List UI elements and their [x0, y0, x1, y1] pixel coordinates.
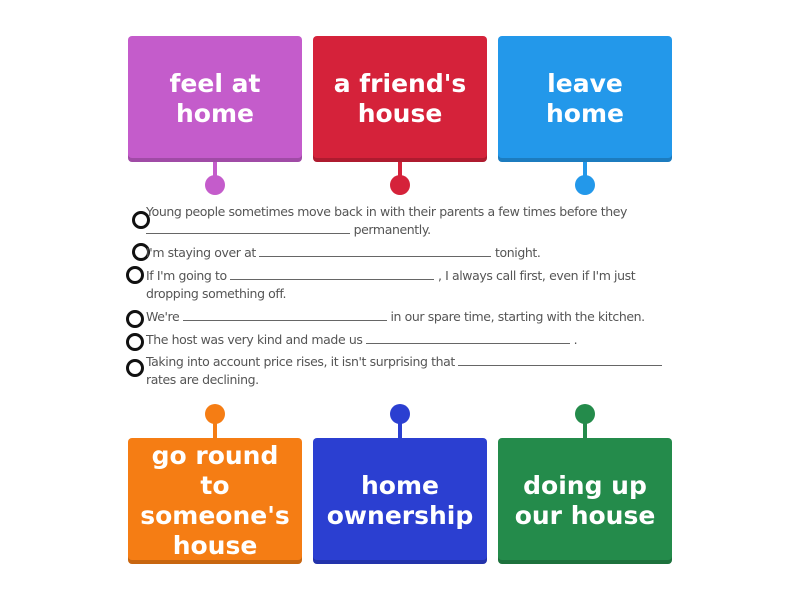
- connector-stem: [583, 422, 587, 438]
- card-label: a friend's house: [333, 69, 467, 128]
- card-label: go round to someone's house: [140, 441, 290, 560]
- card-label: home ownership: [326, 471, 474, 530]
- answer-blank[interactable]: [146, 223, 350, 234]
- connector-dot[interactable]: [205, 404, 225, 424]
- sentence-ring[interactable]: [126, 266, 144, 284]
- sentence-ring[interactable]: [126, 333, 144, 351]
- answer-blank[interactable]: [458, 355, 662, 366]
- sentence-6-line2: rates are declining.: [146, 372, 259, 387]
- sentence-1: Young people sometimes move back in with their parents a few times before they: [146, 204, 628, 219]
- answer-blank[interactable]: [183, 310, 387, 321]
- connector-dot[interactable]: [575, 404, 595, 424]
- card-label: leave home: [546, 69, 624, 128]
- connector-dot[interactable]: [390, 404, 410, 424]
- card-home-ownership[interactable]: [313, 438, 487, 564]
- connector-dot[interactable]: [390, 175, 410, 195]
- card-doing-up[interactable]: [498, 438, 672, 564]
- sentence-2: I'm staying over at tonight.: [146, 245, 541, 260]
- connector-dot[interactable]: [575, 175, 595, 195]
- sentence-6: Taking into account price rises, it isn't surprising that: [146, 353, 662, 371]
- card-leave-home[interactable]: [498, 36, 672, 162]
- card-feel-at-home[interactable]: [128, 36, 302, 162]
- card-label: feel at home: [169, 69, 261, 128]
- sentence-3: If I'm going to , I always call first, even if I'm just: [146, 268, 636, 283]
- connector-dot[interactable]: [205, 175, 225, 195]
- card-go-round[interactable]: [128, 438, 302, 564]
- answer-blank[interactable]: [366, 333, 570, 344]
- sentence-ring[interactable]: [126, 310, 144, 328]
- answer-blank[interactable]: [259, 246, 491, 257]
- sentence-ring[interactable]: [126, 359, 144, 377]
- answer-blank[interactable]: [230, 269, 434, 280]
- connector-stem: [398, 422, 402, 438]
- sentence-3-line2: dropping something off.: [146, 286, 287, 301]
- card-label: doing up our house: [514, 471, 656, 530]
- sentence-5: The host was very kind and made us .: [146, 332, 578, 347]
- card-friends-house[interactable]: [313, 36, 487, 162]
- sentence-4: We're in our spare time, starting with the kitchen.: [146, 309, 645, 324]
- connector-stem: [213, 422, 217, 438]
- sentence-1-line2: permanently.: [146, 221, 431, 239]
